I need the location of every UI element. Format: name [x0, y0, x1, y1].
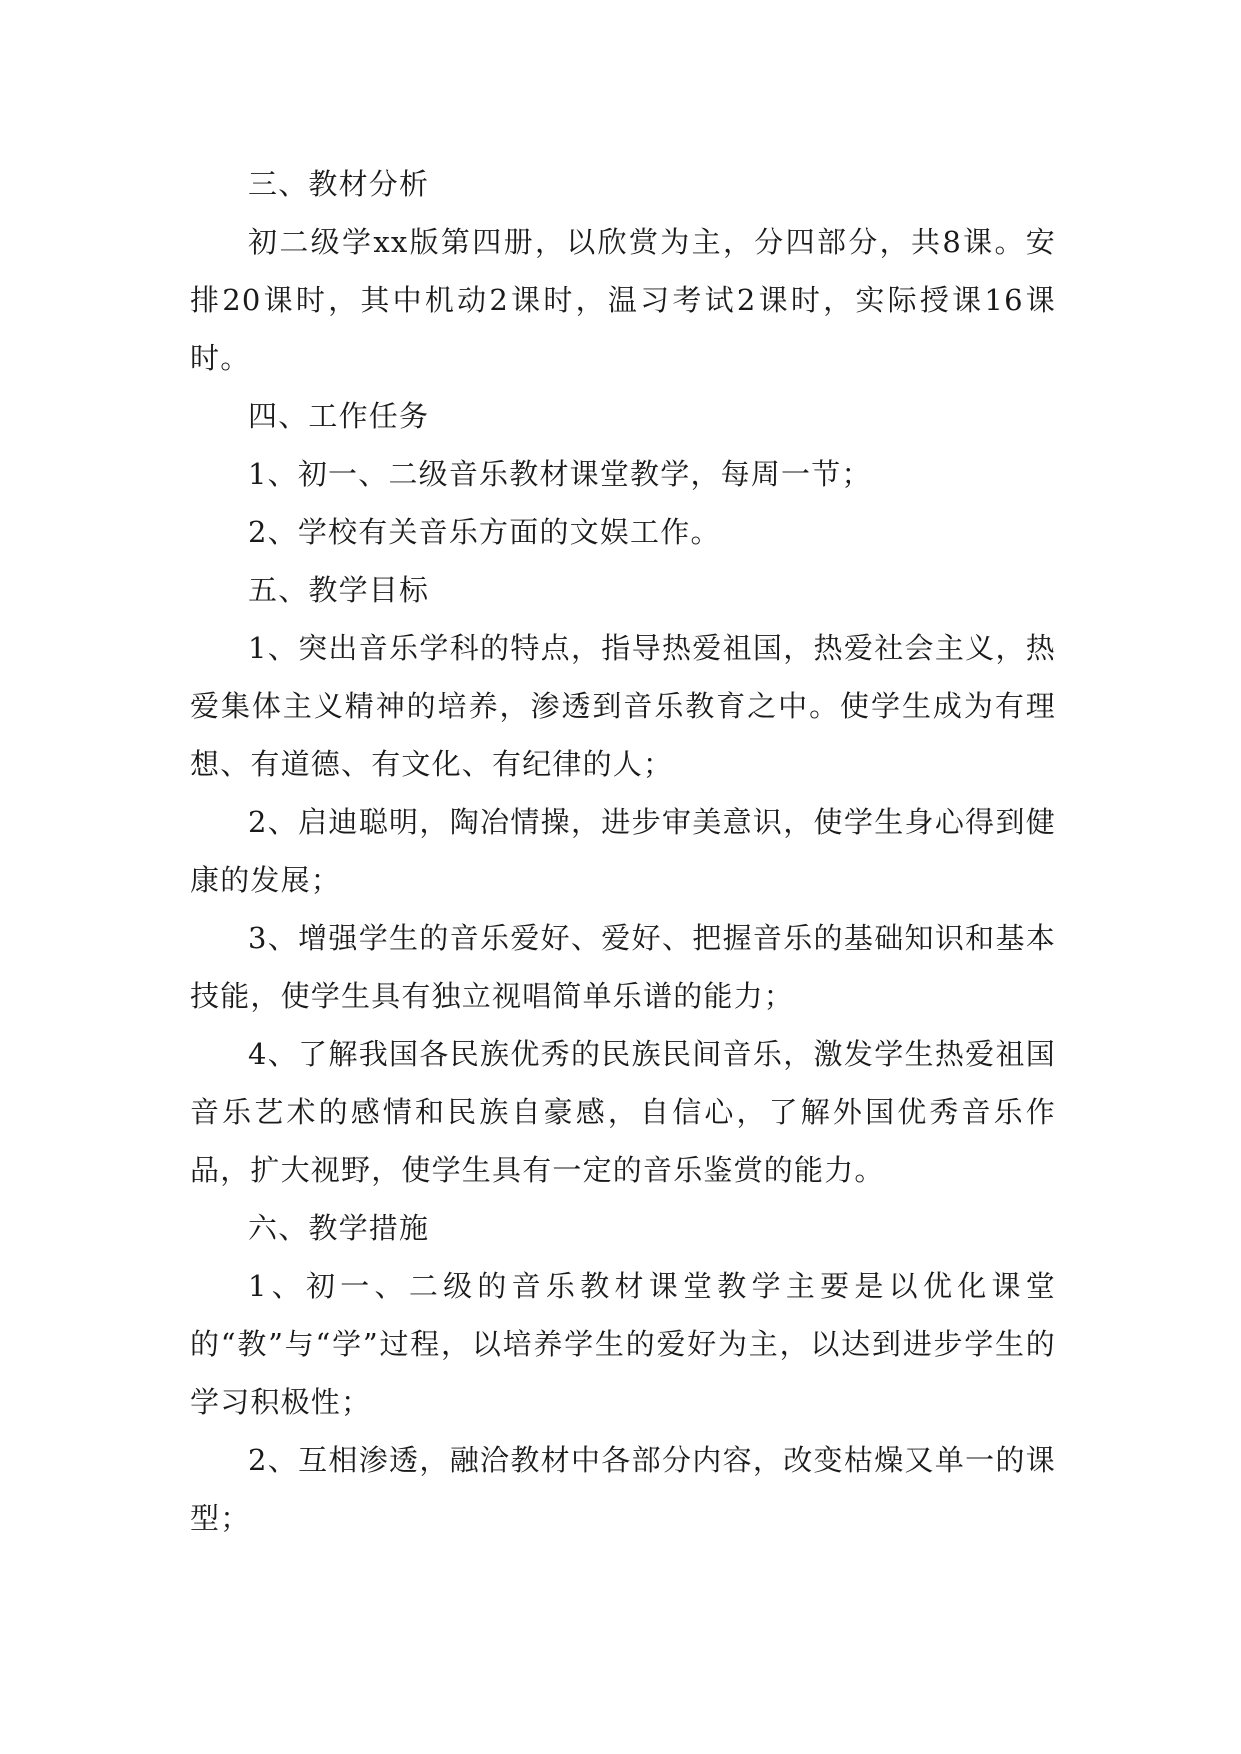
list-item-task-1: 1、初一、二级音乐教材课堂教学，每周一节； — [248, 457, 872, 491]
section-heading-teaching-measures: 六、教学措施 — [248, 1211, 430, 1245]
list-item-goal-2: 2、启迪聪明，陶冶情操，进步审美意识，使学生身心得到健康的发展； — [190, 805, 1056, 897]
section-heading-teaching-goals: 五、教学目标 — [248, 573, 430, 607]
list-item-measure-2: 2、互相渗透，融洽教材中各部分内容，改变枯燥又单一的课型； — [190, 1443, 1056, 1535]
section-heading-work-tasks: 四、工作任务 — [248, 399, 430, 433]
section-heading-textbook-analysis: 三、教材分析 — [248, 167, 430, 201]
list-item-goal-4: 4、了解我国各民族优秀的民族民间音乐，激发学生热爱祖国音乐艺术的感情和民族自豪感，自信心，了解外国优秀音乐作品，扩大视野，使学生具有一定的音乐鉴赏的能力。 — [190, 1037, 1056, 1187]
list-item-goal-3: 3、增强学生的音乐爱好、爱好、把握音乐的基础知识和基本技能，使学生具有独立视唱简单乐谱的能力； — [190, 921, 1056, 1013]
list-item-measure-1: 1、初一、二级的音乐教材课堂教学主要是以优化课堂的“教”与“学”过程，以培养学生的爱好为主，以达到进步学生的学习积极性； — [190, 1269, 1056, 1419]
list-item-task-2: 2、学校有关音乐方面的文娱工作。 — [248, 515, 721, 549]
document-body — [190, 155, 1056, 1547]
list-item-goal-1: 1、突出音乐学科的特点，指导热爱祖国，热爱社会主义，热爱集体主义精神的培养，渗透到音乐教育之中。使学生成为有理想、有道德、有文化、有纪律的人； — [190, 631, 1056, 781]
paragraph-textbook-description: 初二级学xx版第四册，以欣赏为主，分四部分，共8课。安排20课时，其中机动2课时，温习考试2课时，实际授课16课时。 — [190, 225, 1056, 375]
